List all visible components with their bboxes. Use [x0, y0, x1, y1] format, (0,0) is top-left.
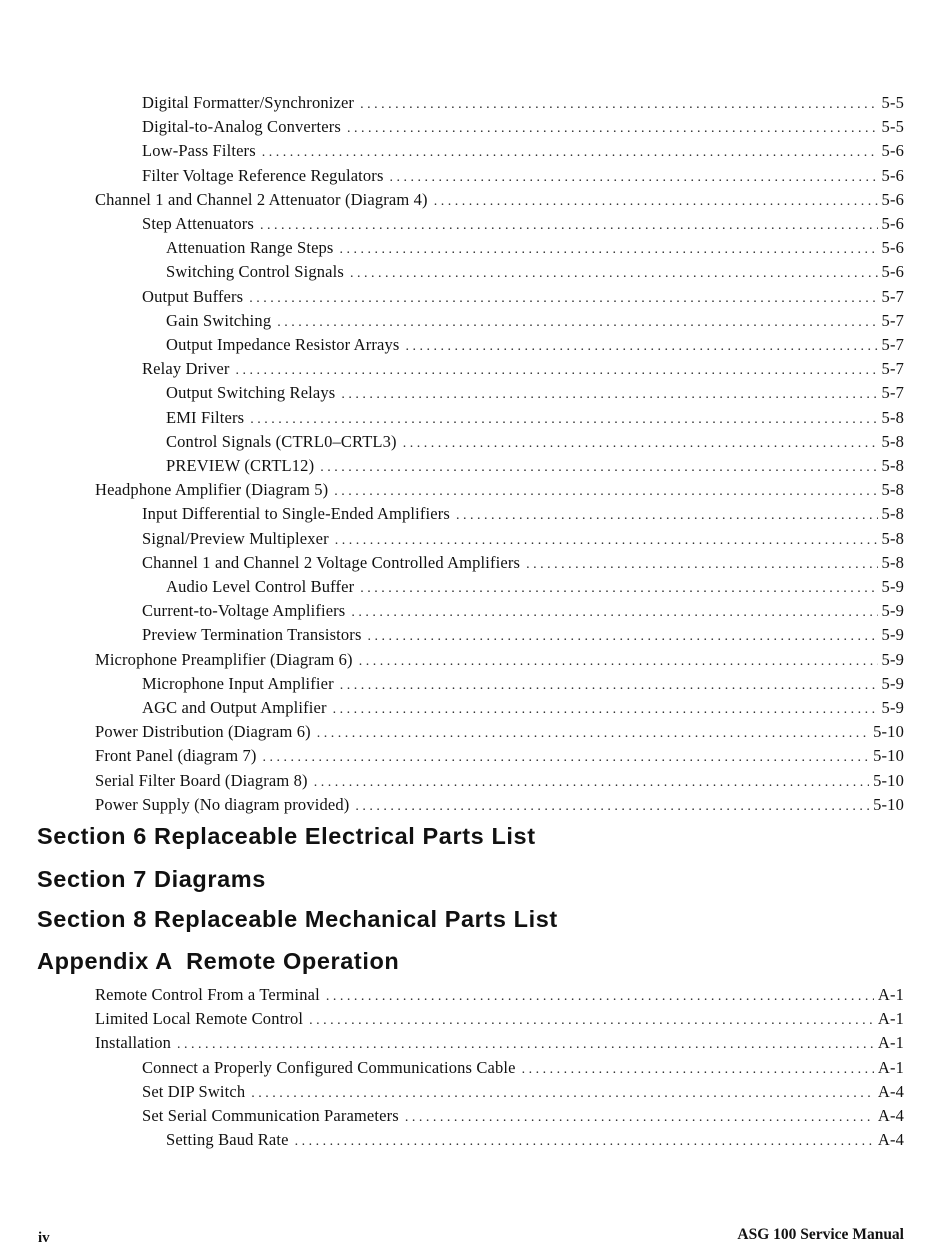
toc-entry — [95, 650, 904, 674]
toc-entry — [166, 238, 904, 262]
page-number: iv — [38, 1230, 50, 1246]
toc-entry-title: Setting Baud Rate — [166, 1130, 289, 1150]
toc-entry-page: 5-8 — [881, 407, 904, 427]
toc-entry-title: Channel 1 and Channel 2 Voltage Controlled Amplifiers — [142, 552, 521, 572]
toc-entry-page: A-1 — [877, 1009, 904, 1029]
toc-entry — [142, 1058, 904, 1082]
toc-entry-title: Microphone Input Amplifier — [142, 673, 334, 693]
section-8-heading: Section 8 Replaceable Mechanical Parts List — [37, 906, 558, 932]
toc-entry — [166, 432, 904, 456]
toc-entry-page: 5-6 — [881, 238, 904, 258]
dot-leader — [295, 1134, 874, 1150]
dot-leader — [526, 557, 877, 573]
toc-entry-page: 5-5 — [881, 93, 904, 112]
dot-leader — [340, 678, 878, 694]
toc-entry-title: Relay Driver — [142, 359, 230, 379]
toc-entry — [95, 795, 904, 819]
toc-entry-title: Filter Voltage Reference Regulators — [142, 165, 384, 185]
toc-entry — [95, 1009, 904, 1033]
toc-entry-page: 5-9 — [881, 698, 904, 717]
toc-entry-title: Step Attenuators — [142, 214, 254, 233]
toc-entry — [95, 722, 904, 746]
toc-entry-page: A-1 — [877, 985, 904, 1004]
toc-entry-page: 5-6 — [881, 141, 904, 161]
manual-title: ASG 100 Service Manual — [737, 1226, 904, 1243]
toc-entry-page: 5-9 — [881, 649, 904, 669]
section-7-heading: Section 7 Diagrams — [37, 866, 266, 892]
toc-entry — [142, 529, 904, 553]
toc-entry-page: 5-8 — [881, 480, 904, 500]
toc-entry — [142, 166, 904, 190]
dot-leader — [405, 1110, 874, 1126]
toc-entry-page: 5-6 — [881, 189, 904, 209]
dot-leader — [522, 1062, 874, 1078]
dot-leader — [249, 291, 877, 307]
toc-entry-title: Digital Formatter/Synchronizer — [142, 93, 355, 112]
toc-entry-title: Output Impedance Resistor Arrays — [166, 335, 400, 354]
toc-entry-title: Low-Pass Filters — [142, 141, 256, 161]
toc-entry-title: Front Panel (diagram 7) — [95, 746, 257, 766]
dot-leader — [334, 484, 877, 500]
toc-entry-title: PREVIEW (CRTL12) — [166, 456, 315, 475]
toc-entry-title: Current-to-Voltage Amplifiers — [142, 601, 346, 621]
toc-entry — [142, 674, 904, 698]
toc-entry-page: 5-8 — [881, 528, 904, 548]
toc-entry-title: Microphone Preamplifier (Diagram 6) — [95, 649, 353, 669]
toc-entry-title: Remote Control From a Terminal — [95, 985, 320, 1004]
toc-entry-page: 5-9 — [881, 625, 904, 645]
dot-leader — [403, 436, 878, 452]
toc-entry-page: 5-6 — [881, 262, 904, 282]
toc-entry-page: A-4 — [877, 1130, 904, 1150]
toc-entry — [142, 93, 904, 117]
dot-leader — [390, 170, 878, 186]
toc-entry-title: Connect a Properly Configured Communications Cable — [142, 1057, 516, 1077]
dot-leader — [360, 97, 877, 113]
toc-entry — [95, 1033, 904, 1057]
toc-entry — [95, 985, 904, 1009]
dot-leader — [350, 266, 878, 282]
toc-entry — [142, 625, 904, 649]
dot-leader — [360, 581, 877, 597]
toc-entry-page: 5-6 — [881, 165, 904, 185]
dot-leader — [320, 460, 877, 476]
toc-entry — [142, 601, 904, 625]
toc-entry-title: Control Signals (CTRL0–CRTL3) — [166, 431, 397, 451]
dot-leader — [405, 339, 877, 355]
toc-entry-page: 5-5 — [881, 117, 904, 137]
toc-entry — [166, 311, 904, 335]
toc-entry-page: A-4 — [877, 1081, 904, 1101]
appendix-a-heading: Appendix A Remote Operation — [37, 948, 400, 974]
dot-leader — [262, 145, 878, 161]
toc-entry-title: AGC and Output Amplifier — [142, 698, 327, 717]
toc-entry — [142, 1082, 904, 1106]
dot-leader — [250, 412, 877, 428]
toc-entry-page: A-1 — [877, 1057, 904, 1077]
toc-entry-title: Power Supply (No diagram provided) — [95, 794, 350, 814]
toc-entry — [166, 456, 904, 480]
dot-leader — [335, 533, 878, 549]
toc-entry-title: Set DIP Switch — [142, 1081, 246, 1101]
toc-entry-page: A-1 — [877, 1033, 904, 1053]
toc-entry — [142, 359, 904, 383]
dot-leader — [456, 508, 878, 524]
toc-entry-page: 5-7 — [881, 310, 904, 330]
dot-leader — [341, 387, 877, 403]
toc-entry-page: 5-8 — [881, 431, 904, 451]
dot-leader — [309, 1013, 874, 1029]
toc-entry — [142, 553, 904, 577]
toc-entry-page: 5-7 — [881, 335, 904, 354]
toc-entry-title: Switching Control Signals — [166, 262, 344, 282]
toc-entry — [142, 117, 904, 141]
toc-entry — [166, 1130, 904, 1154]
toc-entry-page: 5-10 — [873, 722, 904, 742]
toc-entry-page: 5-8 — [881, 552, 904, 572]
toc-entry-page: 5-9 — [881, 577, 904, 596]
toc-entry-title: Limited Local Remote Control — [95, 1009, 304, 1029]
toc-entry-title: Audio Level Control Buffer — [166, 577, 355, 596]
dot-leader — [251, 1086, 874, 1102]
dot-leader — [347, 121, 878, 137]
toc-entry-title: Digital-to-Analog Converters — [142, 117, 341, 137]
dot-leader — [260, 218, 878, 234]
toc-entry-page: 5-10 — [873, 770, 904, 790]
toc-entry-title: Installation — [95, 1033, 172, 1053]
toc-entry-page: 5-9 — [881, 601, 904, 621]
dot-leader — [235, 363, 877, 379]
toc-entry-title: Output Buffers — [142, 286, 244, 306]
toc-entry-title: EMI Filters — [166, 407, 245, 427]
dot-leader — [333, 702, 878, 718]
dot-leader — [368, 629, 878, 645]
dot-leader — [177, 1037, 874, 1053]
toc-entry — [95, 190, 904, 214]
dot-leader — [434, 194, 878, 210]
toc-entry — [142, 287, 904, 311]
toc-entry-page: 5-10 — [873, 746, 904, 766]
toc-entry — [166, 262, 904, 286]
dot-leader — [314, 775, 869, 791]
toc-entry-title: Set Serial Communication Parameters — [142, 1106, 399, 1125]
toc-entry — [166, 383, 904, 407]
toc-entry — [95, 746, 904, 770]
toc-entry — [95, 771, 904, 795]
toc-entry-page: 5-7 — [881, 286, 904, 306]
toc-entry-title: Power Distribution (Diagram 6) — [95, 722, 311, 742]
dot-leader — [351, 605, 877, 621]
toc-entry-title: Input Differential to Single-Ended Amplifiers — [142, 504, 450, 524]
toc-entry — [142, 504, 904, 528]
toc-entry-page: A-4 — [877, 1106, 904, 1125]
toc-entry — [142, 214, 904, 238]
toc-entry-title: Headphone Amplifier (Diagram 5) — [95, 480, 329, 500]
toc-entry-title: Preview Termination Transistors — [142, 625, 362, 645]
dot-leader — [317, 726, 869, 742]
toc-entry-page: 5-6 — [881, 214, 904, 233]
toc-entry — [142, 141, 904, 165]
dot-leader — [263, 750, 870, 766]
section-6-heading: Section 6 Replaceable Electrical Parts List — [37, 823, 536, 849]
toc-entry-title: Attenuation Range Steps — [166, 238, 334, 258]
toc-entry-title: Channel 1 and Channel 2 Attenuator (Diagram 4) — [95, 189, 428, 209]
toc-entry-page: 5-7 — [881, 383, 904, 403]
toc-entry-title: Output Switching Relays — [166, 383, 336, 403]
toc-entry-page: 5-10 — [873, 794, 904, 814]
dot-leader — [359, 654, 878, 670]
dot-leader — [355, 799, 869, 815]
toc-entry — [142, 698, 904, 722]
dot-leader — [326, 989, 874, 1005]
toc-entry — [142, 1106, 904, 1130]
toc-entry-title: Gain Switching — [166, 310, 272, 330]
toc-entry-title: Serial Filter Board (Diagram 8) — [95, 770, 308, 790]
toc-entry — [95, 480, 904, 504]
toc-entry-page: 5-8 — [881, 456, 904, 475]
toc-entry-title: Signal/Preview Multiplexer — [142, 528, 329, 548]
toc-entry — [166, 577, 904, 601]
dot-leader — [340, 242, 878, 258]
toc-entry — [166, 335, 904, 359]
toc-entry — [166, 408, 904, 432]
toc-entry-page: 5-9 — [881, 673, 904, 693]
toc-entry-page: 5-7 — [881, 359, 904, 379]
dot-leader — [277, 315, 877, 331]
toc-entry-page: 5-8 — [881, 504, 904, 524]
